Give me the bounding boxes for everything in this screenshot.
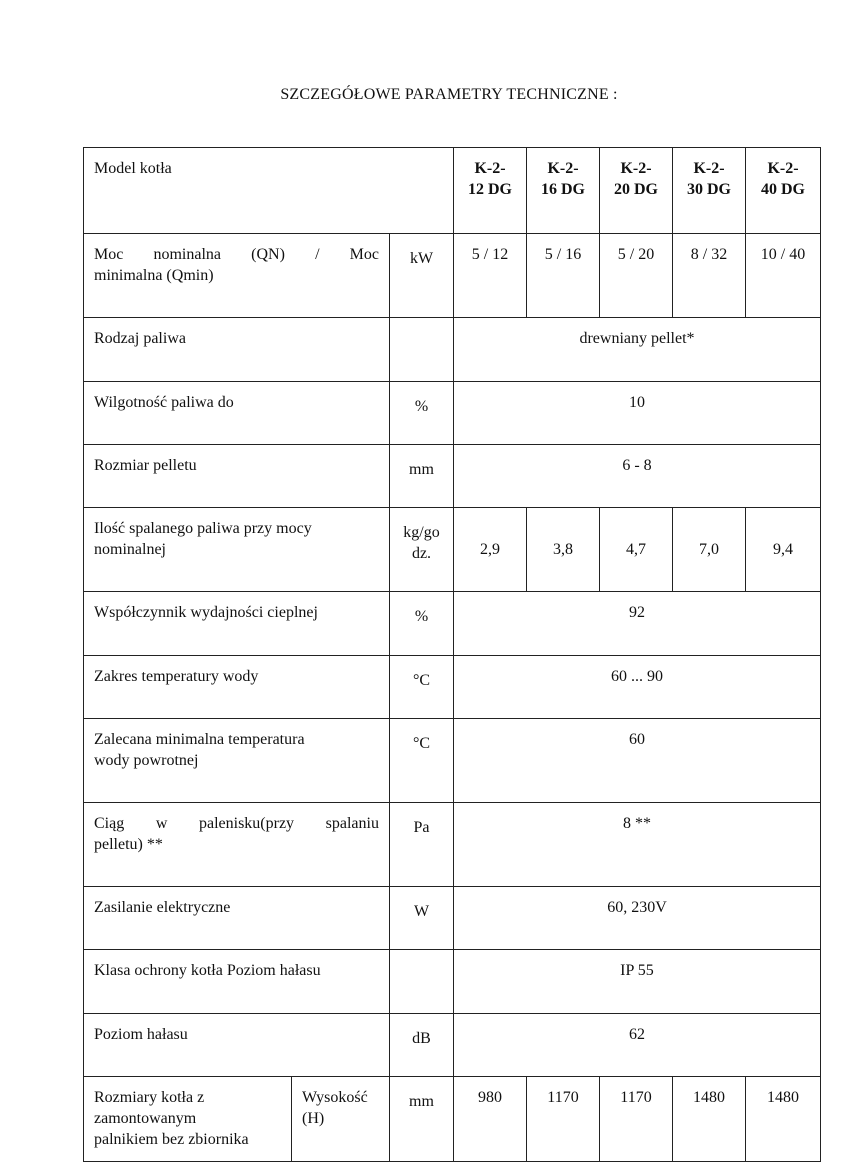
water-temp-value: 60 ... 90	[454, 656, 821, 719]
technical-parameters-table	[83, 147, 821, 1162]
table-row-draft	[84, 803, 821, 887]
moisture-value: 10	[454, 382, 821, 445]
noise-label: Poziom hałasu	[84, 1014, 390, 1077]
power-supply-value: 60, 230V	[454, 887, 821, 950]
return-temp-value: 60	[454, 719, 821, 803]
protection-unit	[390, 950, 454, 1014]
moisture-unit: %	[390, 382, 454, 445]
pellet-size-label: Rozmiar pelletu	[84, 445, 390, 508]
header-label: Model kotła	[84, 148, 454, 234]
draft-unit: Pa	[390, 803, 454, 887]
consumption-value: 7,0	[673, 508, 746, 592]
table-row-protection	[84, 950, 821, 1014]
water-temp-unit: °C	[390, 656, 454, 719]
model-header: K-2- 30 DG	[673, 148, 746, 234]
power-value: 10 / 40	[746, 234, 821, 318]
table-row-noise	[84, 1014, 821, 1077]
moisture-label: Wilgotność paliwa do	[84, 382, 390, 445]
dimensions-value: 980	[454, 1077, 527, 1162]
table-row-dimensions	[84, 1077, 821, 1162]
dimensions-value: 1170	[527, 1077, 600, 1162]
consumption-value: 4,7	[600, 508, 673, 592]
efficiency-value: 92	[454, 592, 821, 656]
efficiency-label: Współczynnik wydajności cieplnej	[84, 592, 390, 656]
draft-value: 8 **	[454, 803, 821, 887]
dimensions-value: 1480	[673, 1077, 746, 1162]
table-row-efficiency	[84, 592, 821, 656]
page-title: SZCZEGÓŁOWE PARAMETRY TECHNICZNE :	[280, 86, 618, 103]
water-temp-label: Zakres temperatury wody	[84, 656, 390, 719]
protection-label: Klasa ochrony kotła Poziom hałasu	[84, 950, 390, 1014]
model-header: K-2- 20 DG	[600, 148, 673, 234]
fuel-type-unit	[390, 318, 454, 382]
fuel-type-value: drewniany pellet*	[454, 318, 821, 382]
table-row-model	[84, 148, 821, 234]
power-value: 5 / 16	[527, 234, 600, 318]
dimensions-label: Rozmiary kotła z zamontowanym palnikiem bez zbiornika	[84, 1077, 292, 1162]
power-supply-unit: W	[390, 887, 454, 950]
dimensions-value: 1480	[746, 1077, 821, 1162]
consumption-value: 2,9	[454, 508, 527, 592]
return-temp-label: Zalecana minimalna temperatura wody powrotnej	[84, 719, 390, 803]
model-header: K-2- 40 DG	[746, 148, 821, 234]
draft-label: Ciąg w palenisku(przy spalaniu pelletu) **	[84, 803, 390, 887]
power-label: Moc nominalna (QN) / Moc minimalna (Qmin)	[84, 234, 390, 318]
table-row-pellet-size	[84, 445, 821, 508]
table-row-consumption	[84, 508, 821, 592]
consumption-value: 9,4	[746, 508, 821, 592]
model-header: K-2- 12 DG	[454, 148, 527, 234]
table-row-power	[84, 234, 821, 318]
pellet-size-unit: mm	[390, 445, 454, 508]
table-row-moisture	[84, 382, 821, 445]
model-header: K-2- 16 DG	[527, 148, 600, 234]
dimensions-unit: mm	[390, 1077, 454, 1162]
power-unit: kW	[390, 234, 454, 318]
table-row-power-supply	[84, 887, 821, 950]
consumption-label: Ilość spalanego paliwa przy mocy nominalnej	[84, 508, 390, 592]
consumption-value: 3,8	[527, 508, 600, 592]
dimensions-sublabel: Wysokość (H)	[292, 1077, 390, 1162]
dimensions-value: 1170	[600, 1077, 673, 1162]
noise-value: 62	[454, 1014, 821, 1077]
table-row-return-temp	[84, 719, 821, 803]
fuel-type-label: Rodzaj paliwa	[84, 318, 390, 382]
noise-unit: dB	[390, 1014, 454, 1077]
power-value: 5 / 12	[454, 234, 527, 318]
power-supply-label: Zasilanie elektryczne	[84, 887, 390, 950]
pellet-size-value: 6 - 8	[454, 445, 821, 508]
protection-value: IP 55	[454, 950, 821, 1014]
efficiency-unit: %	[390, 592, 454, 656]
power-value: 5 / 20	[600, 234, 673, 318]
consumption-unit: kg/go dz.	[390, 508, 454, 592]
table-row-fuel-type	[84, 318, 821, 382]
return-temp-unit: °C	[390, 719, 454, 803]
power-value: 8 / 32	[673, 234, 746, 318]
table-row-water-temp	[84, 656, 821, 719]
